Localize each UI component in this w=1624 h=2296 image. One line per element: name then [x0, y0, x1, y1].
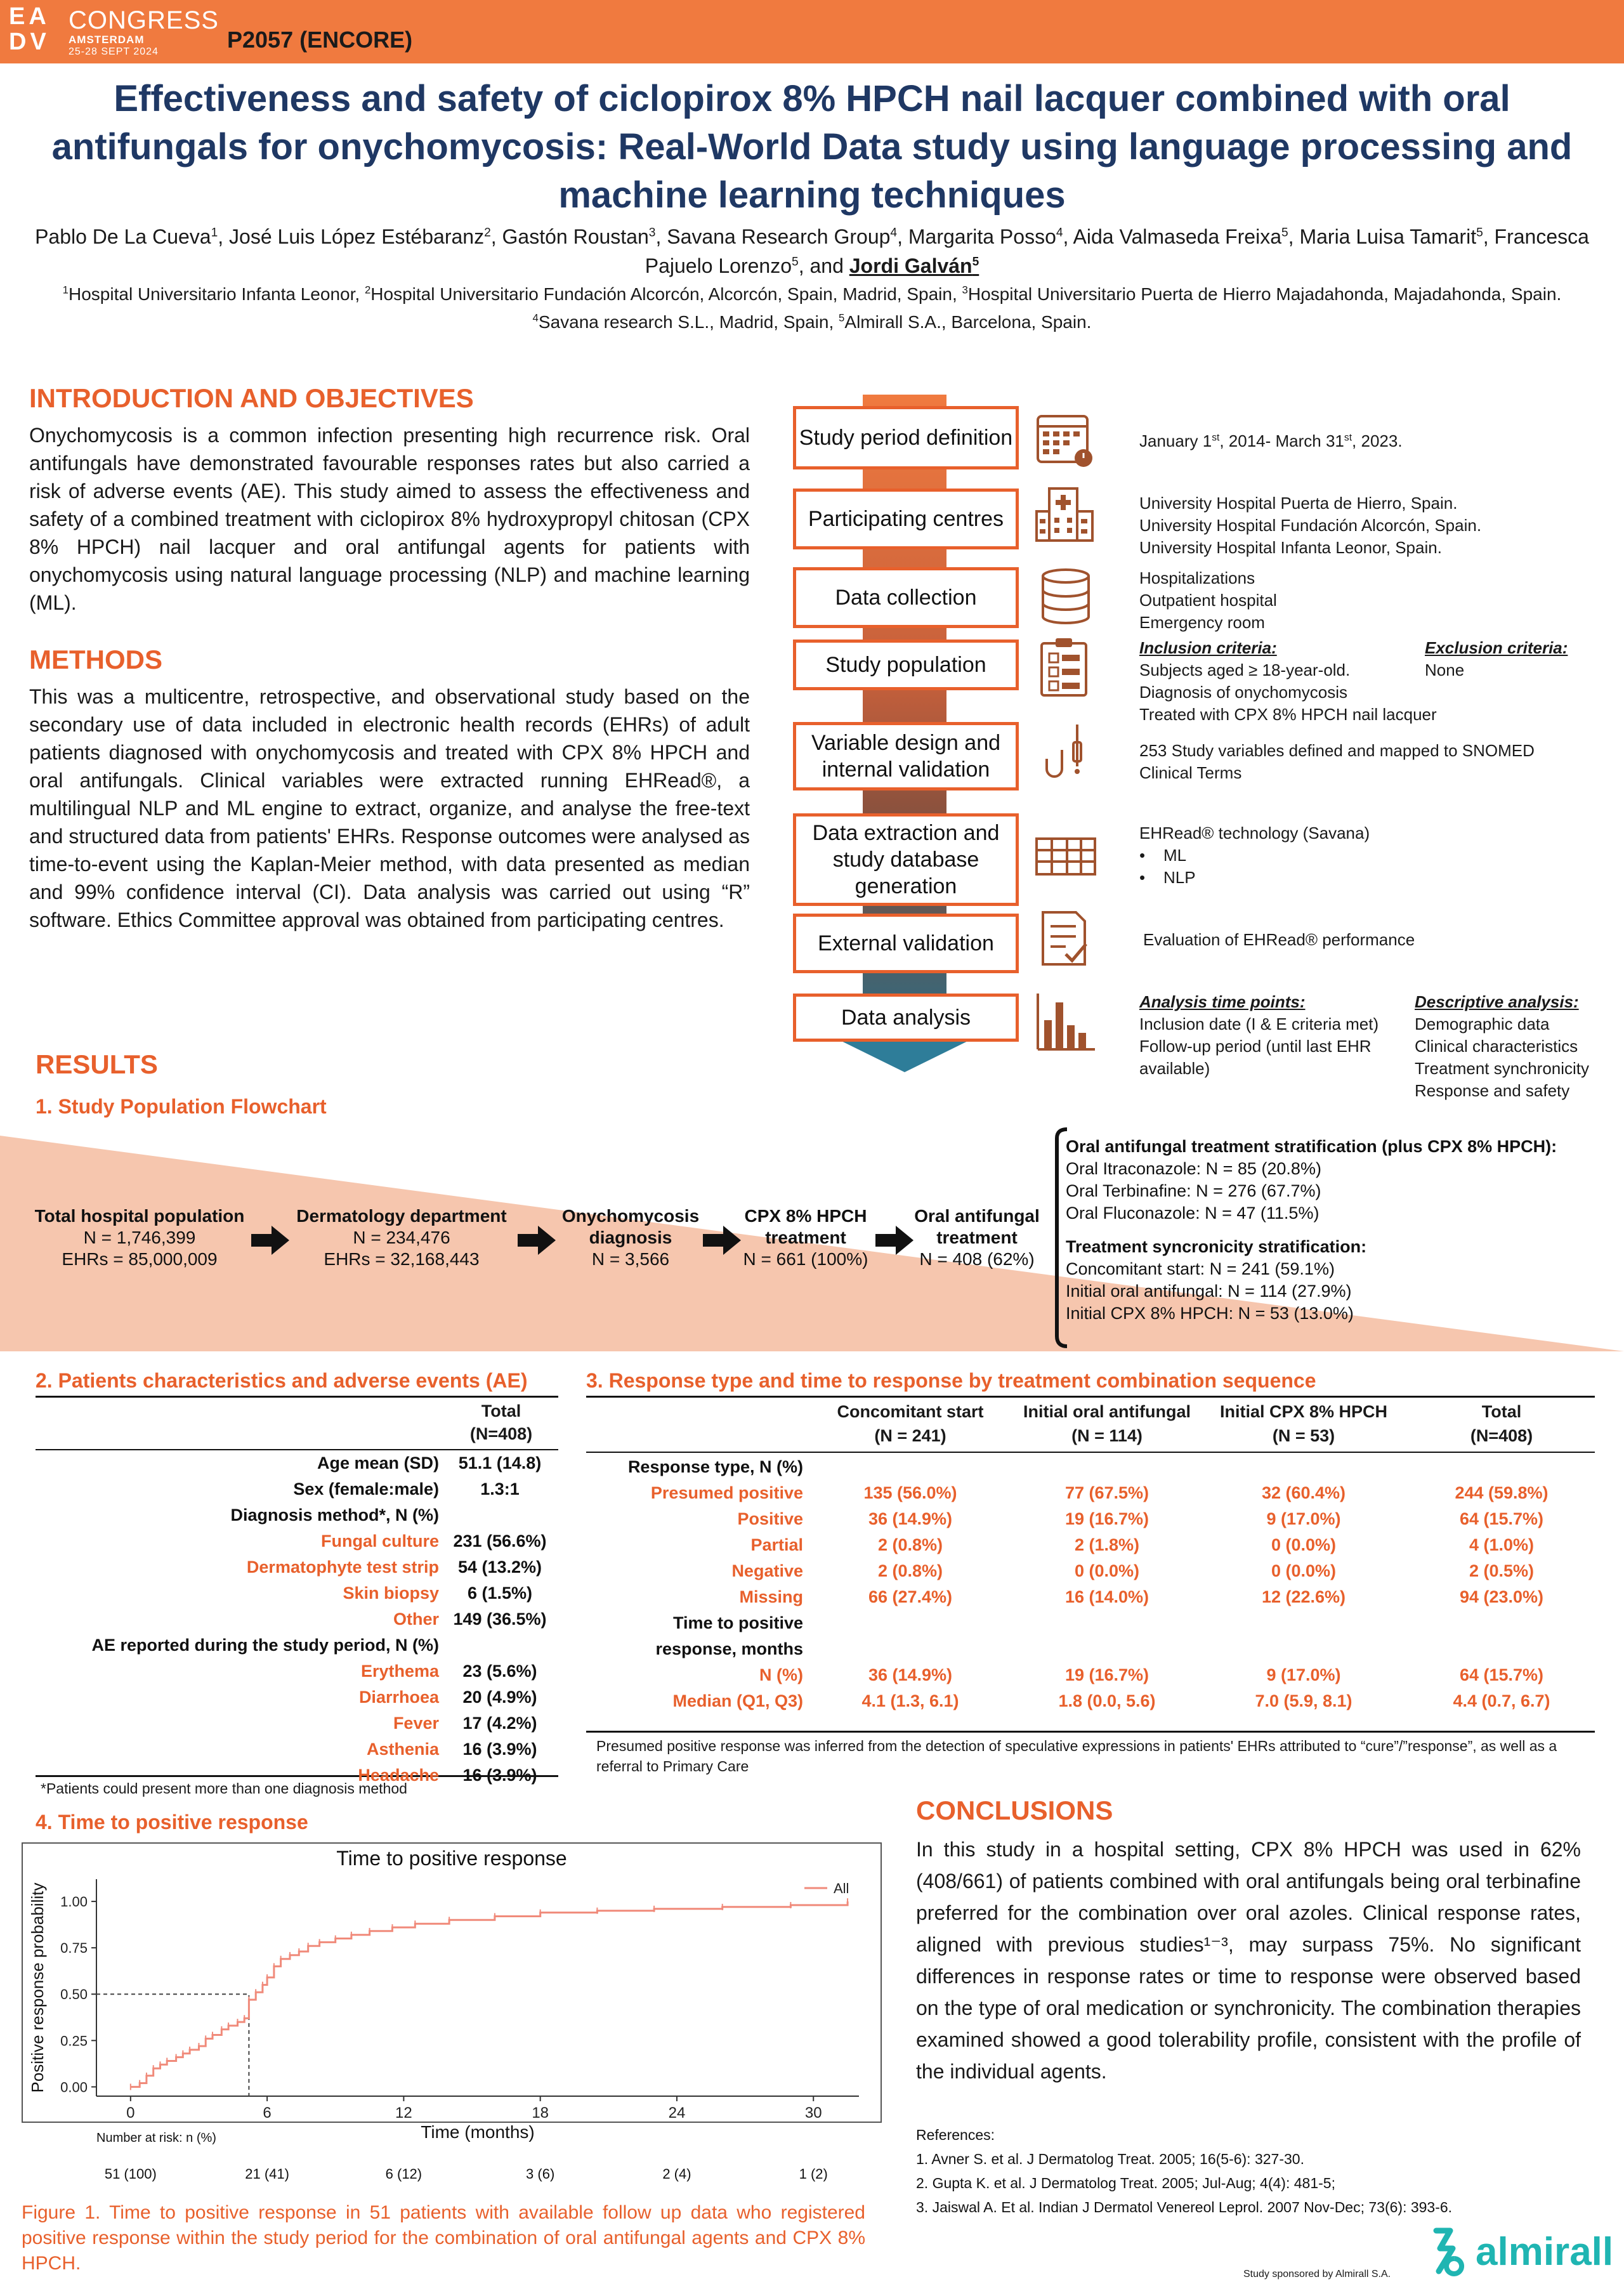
x-tick-label: 12: [395, 2104, 412, 2122]
row-value: 16 (3.9%): [462, 1740, 537, 1759]
row-value: 7.0 (5.9, 8.1): [1255, 1691, 1352, 1710]
author-name: Aida Valmaseda Freixa$^5$: [1073, 225, 1288, 248]
row-label: Headache: [358, 1766, 439, 1785]
strat-item: Oral Fluconazole: N = 47 (11.5%): [1066, 1204, 1320, 1223]
row-value: 2 (0.5%): [1469, 1561, 1535, 1580]
row-label: Response type, N (%): [627, 1457, 803, 1476]
affiliation-item: Hospital Universitario Infanta Leonor,: [69, 284, 365, 304]
row-value: 4 (1.0%): [1469, 1535, 1535, 1554]
strat-item: Oral Itraconazole: N = 85 (20.8%): [1066, 1159, 1321, 1178]
km-chart: [22, 1842, 882, 2198]
congress-label: CONGRESS AMSTERDAM 25-28 SEPT 2024: [69, 6, 219, 57]
flow-arrow-icon: [875, 1226, 914, 1255]
flow-node-total: Total hospital population N = 1,746,399 EHRs = 85,000,009: [34, 1206, 245, 1269]
row-value: 54 (13.2%): [457, 1558, 542, 1577]
x-tick-label: 0: [126, 2104, 135, 2122]
table-grid-icon: [1033, 825, 1099, 888]
exclusion-title: Exclusion criteria:: [1425, 638, 1568, 657]
affiliation-item: Almirall S.A., Barcelona, Spain.: [844, 312, 1092, 332]
almirall-logo-text: almirall: [1476, 2230, 1614, 2274]
table3-rule-bottom: [586, 1731, 1595, 1733]
author-name: Francesca Pajuelo Lorenzo$^5$: [645, 225, 1589, 277]
row-value: 0 (0.0%): [1271, 1561, 1337, 1580]
row-value: [1199, 1454, 1408, 1480]
collection-item: Outpatient hospital: [1139, 591, 1277, 610]
x-tick-label: 18: [532, 2104, 549, 2122]
sponsor-note: Study sponsored by Almirall S.A.: [1243, 2269, 1391, 2280]
database-icon: [1033, 565, 1099, 628]
timeline-step: Data extraction and study database generation: [793, 813, 1019, 906]
x-tick-label: 6: [263, 2104, 272, 2122]
reference-item: 3. Jaiswal A. Et al. Indian J Dermatol Venereol Leprol. 2007 Nov-Dec; 73(6): 393-6.: [916, 2199, 1453, 2215]
row-label: Negative: [731, 1561, 803, 1580]
row-value: 6 (1.5%): [467, 1584, 533, 1603]
variables-text: [1139, 740, 1535, 784]
row-label: Dermatophyte test strip: [246, 1558, 439, 1577]
timeline-step: Variable design and internal validation: [793, 722, 1019, 790]
row-value: [1015, 1610, 1199, 1636]
row-value: 0 (0.0%): [1074, 1561, 1140, 1580]
inclusion-item: Diagnosis of onychomycosis: [1139, 683, 1348, 702]
affiliation-item: Savana research S.L., Madrid, Spain,: [538, 312, 839, 332]
centres-list: [1139, 492, 1481, 559]
references-heading: References:: [916, 2127, 995, 2143]
flow-arrow-icon: [251, 1226, 289, 1255]
table3-row: [586, 1454, 1595, 1480]
table3-row: [586, 1480, 1595, 1506]
study-period-text: January 1st, 2014- March 31st, 2023.: [1139, 431, 1403, 450]
hospital-icon: [1033, 482, 1099, 546]
table3-footnote: Presumed positive response was inferred from the detection of speculative expressions in patients' EHRs attributed to “cure”/”response”, as well as a referral to Primary Care: [596, 1738, 1557, 1774]
intro-heading: INTRODUCTION AND OBJECTIVES: [29, 383, 474, 413]
table2-row: [36, 1606, 558, 1632]
risk-count: 6 (12): [385, 2166, 422, 2182]
row-value: [1199, 1610, 1408, 1636]
row-value: 66 (27.4%): [868, 1587, 953, 1606]
flow-node-dermatology: Dermatology department N = 234,476 EHRs = 32,168,443: [296, 1206, 507, 1269]
figure4-heading: 4. Time to positive response: [36, 1811, 308, 1834]
row-value: [1408, 1636, 1595, 1662]
row-label: AE reported during the study period, N (%): [91, 1636, 439, 1655]
results-heading: RESULTS: [36, 1049, 158, 1079]
table2-row: [36, 1554, 558, 1580]
row-value: 1.8 (0.0, 5.6): [1058, 1691, 1156, 1710]
collection-list: [1139, 567, 1277, 634]
row-label: Presumed positive: [650, 1483, 803, 1502]
methods-heading: METHODS: [29, 645, 162, 674]
eadv-logo: EA DV: [9, 3, 50, 55]
poster-id: P2057 (ENCORE): [227, 27, 413, 53]
table3-row: [586, 1506, 1595, 1532]
row-value: 0 (0.0%): [1271, 1535, 1337, 1554]
checklist-icon: [1033, 907, 1099, 971]
y-axis-label: Positive response probability: [28, 1882, 47, 2093]
risk-count: 1 (2): [799, 2166, 828, 2182]
risk-count: 3 (6): [526, 2166, 555, 2182]
table2: [36, 1450, 558, 1788]
row-value: 149 (36.5%): [453, 1610, 547, 1629]
row-value: 23 (5.6%): [462, 1662, 537, 1681]
references: [916, 2123, 1452, 2219]
centre-item: University Hospital Fundación Alcorcón, Spain.: [1139, 516, 1482, 535]
flow-arrow-icon: [518, 1226, 556, 1255]
median-guide: [96, 1994, 249, 2096]
row-label: Time to positive: [672, 1613, 803, 1632]
y-tick-label: 0.50: [60, 1986, 88, 2003]
timeline-step: Data analysis: [793, 994, 1019, 1042]
row-label: Median (Q1, Q3): [672, 1691, 803, 1710]
analysis-tp-title: Analysis time points:: [1139, 992, 1306, 1011]
strat-sync-title: Treatment syncronicity stratification:: [1066, 1237, 1367, 1256]
row-value: 64 (15.7%): [1459, 1665, 1544, 1684]
row-value: 77 (67.5%): [1064, 1483, 1149, 1502]
row-label: Asthenia: [366, 1740, 439, 1759]
inclusion-criteria: [1139, 637, 1437, 726]
flowchart-heading: 1. Study Population Flowchart: [36, 1095, 327, 1118]
row-value: 64 (15.7%): [1459, 1509, 1544, 1528]
row-value: 4.4 (0.7, 6.7): [1453, 1691, 1550, 1710]
row-value: 9 (17.0%): [1266, 1665, 1341, 1684]
calendar-icon: [1033, 406, 1099, 469]
row-value: 2 (0.8%): [877, 1561, 943, 1580]
strat-item: Concomitant start: N = 241 (59.1%): [1066, 1259, 1335, 1278]
row-label: Diagnosis method*, N (%): [230, 1506, 439, 1525]
analysis-tp-item: Follow-up period (until last EHR: [1139, 1037, 1372, 1056]
flow-node-oral: Oral antifungal treatment N = 408 (62%): [914, 1206, 1040, 1269]
reference-item: 2. Gupta K. et al. J Dermatolog Treat. 2005; Jul-Aug; 4(4): 481-5;: [916, 2175, 1335, 2191]
affiliation-item: Hospital Universitario Fundación Alcorcón, Alcorcón, Spain, Madrid, Spain,: [370, 284, 962, 304]
risk-count: 51 (100): [104, 2166, 157, 2182]
bar-chart-icon: [1033, 990, 1099, 1053]
table3-row: [586, 1610, 1595, 1636]
table2-row: [36, 1684, 558, 1710]
row-label: Other: [393, 1610, 439, 1629]
table3-row: [586, 1636, 1595, 1662]
timeline-step: External validation: [793, 914, 1019, 973]
row-label: Sex (female:male): [293, 1479, 439, 1499]
row-value: 4.1 (1.3, 6.1): [861, 1691, 959, 1710]
table2-rule-top: [36, 1396, 558, 1398]
row-value: [1015, 1454, 1199, 1480]
flow-node-cpx: CPX 8% HPCH treatment N = 661 (100%): [743, 1206, 868, 1269]
table3-row: [586, 1688, 1595, 1714]
row-value: [442, 1632, 558, 1658]
author-name: Margarita Posso$^4$: [908, 225, 1063, 248]
timeline-step: Study period definition: [793, 406, 1019, 469]
collection-item: Hospitalizations: [1139, 568, 1255, 587]
timeline-step: Study population: [793, 640, 1019, 690]
table2-row: [36, 1502, 558, 1528]
descriptive-item: Response and safety: [1415, 1081, 1570, 1100]
x-tick-label: 30: [804, 2104, 822, 2122]
row-value: 19 (16.7%): [1064, 1665, 1149, 1684]
inclusion-item: Subjects aged ≥ 18-year-old.: [1139, 660, 1351, 679]
y-tick-label: 0.25: [60, 2033, 88, 2049]
row-value: 51.1 (14.8): [458, 1453, 542, 1473]
analysis-tp-item: Inclusion date (I & E criteria met): [1139, 1014, 1379, 1033]
y-tick-label: 1.00: [60, 1894, 88, 1910]
descriptive-item: Treatment synchronicity: [1415, 1059, 1590, 1078]
analysis-timepoints: [1139, 991, 1378, 1080]
row-value: 16 (3.9%): [462, 1766, 537, 1785]
row-value: [442, 1502, 558, 1528]
x-axis-label: Time (months): [421, 2122, 535, 2142]
row-value: [806, 1454, 1015, 1480]
row-value: 2 (0.8%): [877, 1535, 943, 1554]
methods-text: This was a multicentre, retrospective, and observational study based on the secondary use of data included in electronic health records (EHRs) of adult patients diagnosed with onychomycosis and treated with CPX 8% HPCH and oral antifungals. Clinical variables were extracted running EHRead®, a multilingual NLP and ML engine to extract, organize, and analyse the free-text and structured data from patients' EHRs. Response outcomes were analysed as time-to-event using the Kaplan-Meier method, with data presented as median and 99% confidence interval (CI). Data analysis was carried out using “R” software. Ethics Committee approval was obtained from participating centres.: [29, 685, 750, 931]
table2-row: [36, 1658, 558, 1684]
row-value: 17 (4.2%): [462, 1714, 537, 1733]
row-value: [806, 1636, 1015, 1662]
row-label: Diarrhoea: [358, 1688, 439, 1707]
x-tick-label: 24: [668, 2104, 686, 2122]
affiliation-item: Hospital Universitario Puerta de Hierro Majadahonda, Majadahonda, Spain.: [967, 284, 1562, 304]
flow-node-onychomycosis: Onychomycosis diagnosis N = 3,566: [561, 1206, 700, 1269]
strat-item: Initial oral antifungal: N = 114 (27.9%): [1066, 1282, 1352, 1301]
risk-count: 2 (4): [662, 2166, 691, 2182]
risk-count: 21 (41): [245, 2166, 289, 2182]
intro-text: Onychomycosis is a common infection presenting high recurrence risk. Oral antifungals have demonstrated favourable responses rates but also carried a risk of adverse events (AE). This study aimed to assess the effectiveness and safety of a combined treatment with ciclopirox 8% hydroxypropyl chitosan (CPX 8% HPCH) nail lacquer and oral antifungal agents for patients with onychomycosis using natural language processing (NLP) and machine learning (ML).: [29, 424, 750, 614]
inclusion-title: Inclusion criteria:: [1139, 638, 1277, 657]
author-name: José Luis López Estébaranz$^2$: [229, 225, 491, 248]
almirall-logo-icon: [1427, 2226, 1472, 2276]
table3-heading: 3. Response type and time to response by treatment combination sequence: [586, 1369, 1316, 1392]
extraction-bullet: • NLP: [1139, 868, 1196, 887]
timeline-step: Data collection: [793, 567, 1019, 628]
descriptive-analysis: [1415, 991, 1589, 1102]
row-value: [1408, 1610, 1595, 1636]
row-value: 16 (14.0%): [1064, 1587, 1149, 1606]
author-name: Jordi Galván$^5$: [849, 254, 979, 277]
row-value: [1199, 1636, 1408, 1662]
descriptive-item: Clinical characteristics: [1415, 1037, 1578, 1056]
author-name: Gastón Roustan$^3$: [502, 225, 656, 248]
strat-item: Oral Terbinafine: N = 276 (67.7%): [1066, 1181, 1321, 1200]
row-label: Skin biopsy: [343, 1584, 439, 1603]
table3-rule-mid: [586, 1452, 1595, 1453]
table3-rule-top: [586, 1396, 1595, 1398]
row-label: response, months: [655, 1639, 803, 1658]
table2-col-header: Total (N=408): [469, 1401, 533, 1443]
chart-title: Time to positive response: [336, 1847, 567, 1870]
table2-row: [36, 1528, 558, 1554]
author-name: Pablo De La Cueva$^1$: [35, 225, 218, 248]
row-value: 20 (4.9%): [462, 1688, 537, 1707]
row-value: 36 (14.9%): [868, 1509, 953, 1528]
row-value: 244 (59.8%): [1455, 1483, 1549, 1502]
strat-item: Initial CPX 8% HPCH: N = 53 (13.0%): [1066, 1304, 1354, 1323]
row-value: 36 (14.9%): [868, 1665, 953, 1684]
flow-arrow-icon: [703, 1226, 741, 1255]
table3-row: [586, 1532, 1595, 1558]
row-value: 2 (1.8%): [1074, 1535, 1140, 1554]
figure-caption: Figure 1. Time to positive response in 51 patients with available follow up data who registered positive response within the study period for the combination of oral antifungal agents and CPX 8% HPCH.: [22, 2202, 865, 2274]
row-value: 1.3:1: [480, 1479, 520, 1499]
row-label: Fungal culture: [320, 1532, 439, 1551]
table3-col-headers: Concomitant start (N = 241) Initial oral antifungal (N = 114) Initial CPX 8% HPCH (N = 53) Total (N=408): [837, 1402, 1533, 1445]
clipboard-icon: [1033, 634, 1099, 698]
variables-line: Clinical Terms: [1139, 763, 1242, 782]
extraction-bullet: • ML: [1139, 846, 1187, 865]
descriptive-item: Demographic data: [1415, 1014, 1550, 1033]
conclusions-heading: CONCLUSIONS: [916, 1795, 1113, 1825]
row-value: 135 (56.0%): [863, 1483, 957, 1502]
row-value: [1015, 1636, 1199, 1662]
row-label: Fever: [393, 1714, 439, 1733]
row-label: Partial: [750, 1535, 803, 1554]
table2-row: [36, 1476, 558, 1502]
table2-row: [36, 1710, 558, 1736]
y-tick-label: 0.75: [60, 1940, 88, 1957]
row-value: 19 (16.7%): [1064, 1509, 1149, 1528]
timeline-step: Participating centres: [793, 489, 1019, 549]
external-validation-text: Evaluation of EHRead® performance: [1143, 930, 1415, 949]
row-label: Missing: [739, 1587, 803, 1606]
descriptive-title: Descriptive analysis:: [1415, 992, 1579, 1011]
table2-row: [36, 1450, 558, 1476]
row-label: N (%): [759, 1665, 803, 1684]
row-value: 9 (17.0%): [1266, 1509, 1341, 1528]
strat-oral-title: Oral antifungal treatment stratification (plus CPX 8% HPCH):: [1066, 1137, 1557, 1156]
row-label: Erythema: [360, 1662, 439, 1681]
centre-item: University Hospital Puerta de Hierro, Spain.: [1139, 494, 1458, 513]
exclusion-criteria: [1425, 637, 1568, 681]
table3-row: [586, 1584, 1595, 1610]
table3-row: [586, 1558, 1595, 1584]
affiliations: $^1$Hospital Universitario Infanta Leonor, $^2$Hospital Universitario Fundación Alcorcón, Alcorcón, Spain, Madrid, Spain, $^3$Hospital Universitario Puerta de Hierro Majadahonda, Majadahonda, Spain. $^4$Savana research S.L., Madrid, Spain, $^5$Almirall S.A., Barcelona, Spain.: [62, 284, 1562, 332]
table2-row: [36, 1580, 558, 1606]
extraction-text: [1139, 822, 1370, 889]
row-value: 12 (22.6%): [1261, 1587, 1346, 1606]
extraction-title: EHRead® technology (Savana): [1139, 823, 1370, 843]
author-list: Pablo De La Cueva$^1$, José Luis López Estébaranz$^2$, Gastón Roustan$^3$, Savana Research Group$^4$, Margarita Posso$^4$, Aida Valmaseda Freixa$^5$, Maria Luisa Tamarit$^5$, Francesca Pajuelo Lorenzo$^5$, and Jordi Galván$^5$: [35, 225, 1589, 277]
test-tube-icon: [1033, 721, 1099, 784]
y-tick-label: 0.00: [60, 2079, 88, 2096]
poster-title: Effectiveness and safety of ciclopirox 8% HPCH nail lacquer combined with oral antifungals for onychomycosis: Real-World Data study using language processing and machine learning techniques: [51, 78, 1573, 216]
row-value: 94 (23.0%): [1459, 1587, 1544, 1606]
collection-item: Emergency room: [1139, 613, 1265, 632]
legend-label: All: [834, 1880, 849, 1896]
table2-row: [36, 1632, 558, 1658]
reference-item: 1. Avner S. et al. J Dermatolog Treat. 2005; 16(5-6): 327-30.: [916, 2151, 1304, 2167]
row-value: 32 (60.4%): [1261, 1483, 1346, 1502]
row-value: [806, 1610, 1015, 1636]
author-name: Savana Research Group$^4$: [667, 225, 898, 248]
row-label: Positive: [737, 1509, 803, 1528]
variables-line: 253 Study variables defined and mapped to SNOMED: [1139, 741, 1535, 760]
conclusions-text: In this study in a hospital setting, CPX 8% HPCH was used in 62% (408/661) of patients combined with oral antifungals being oral terbinafine preferred for the combination over oral azoles. Clinical response rates, aligned with previous studies¹⁻³, may surpass 75%. No significant differences in response rates or time to response were observed based on the type of oral medication or synchronicity. The combination therapies examined showed a good tolerability profile, consistent with the profile of the individual agents.: [916, 1838, 1581, 2083]
centre-item: University Hospital Infanta Leonor, Spain.: [1139, 538, 1442, 557]
table3: [586, 1454, 1595, 1714]
row-value: [1408, 1454, 1595, 1480]
author-name: Maria Luisa Tamarit$^5$: [1299, 225, 1483, 248]
table2-row: [36, 1736, 558, 1762]
risk-table-title: Number at risk: n (%): [96, 2131, 216, 2145]
exclusion-item: None: [1425, 660, 1465, 679]
analysis-tp-item: available): [1139, 1059, 1210, 1078]
row-value: 231 (56.6%): [453, 1532, 547, 1551]
table2-heading: 2. Patients characteristics and adverse events (AE): [36, 1369, 528, 1392]
stratification-block: [1066, 1136, 1557, 1325]
inclusion-item: Treated with CPX 8% HPCH nail lacquer: [1139, 705, 1437, 724]
table2-footnote: *Patients could present more than one diagnosis method: [41, 1780, 407, 1797]
table3-row: [586, 1662, 1595, 1688]
row-label: Age mean (SD): [317, 1453, 439, 1473]
